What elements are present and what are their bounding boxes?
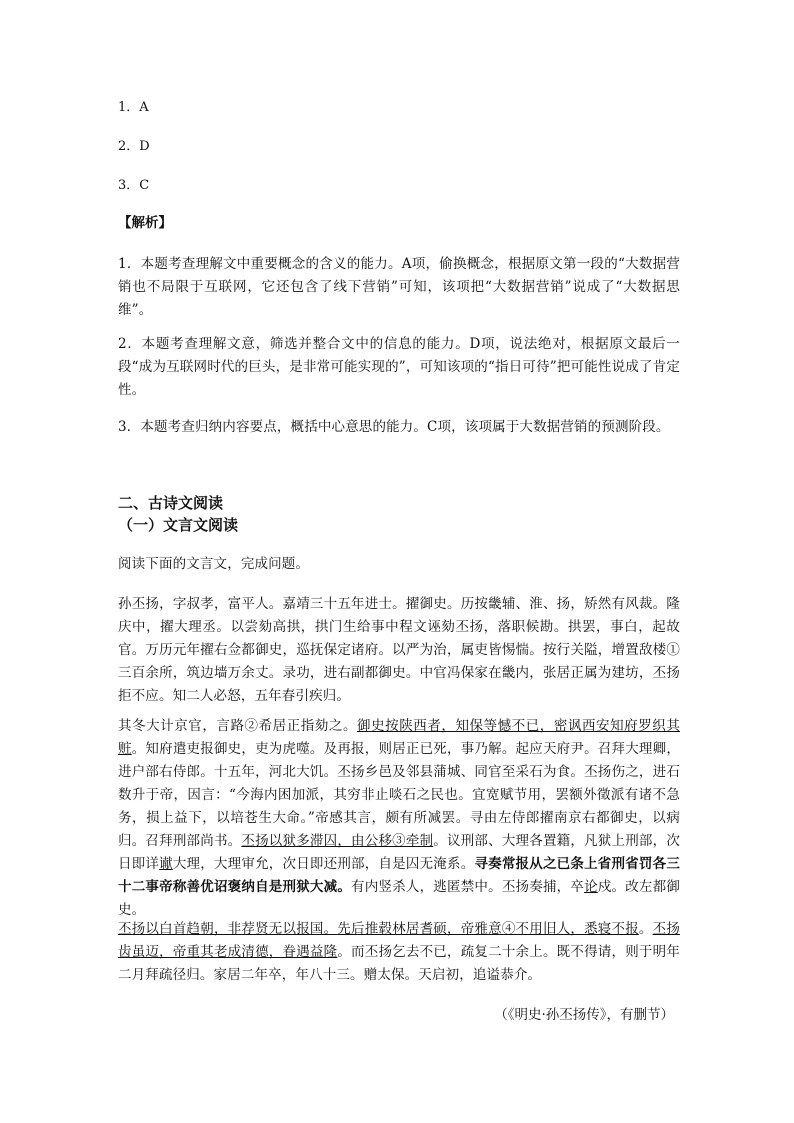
p3-underline-1: 丕扬以白首趋朝，非荐贤无以报国。 [118,921,338,937]
explanation-2: 2．本题考查理解文意，筛选并整合文中的信息的能力。D项，说法绝对，根据原文最后一段“成为互联网时代的巨头，是非常可能实现的”，可知该项的“指日可待”把可能性说成了肯定性。 [118,336,680,398]
p3-underline-2: 先后推毂林居耆硕，帝雅意④不用旧人，悉寝不报 [337,921,639,937]
p2-text-f: 戍。改左都御史。 [118,879,681,918]
p2-text-b: 。知府遣吏报御史，吏为虎噬。及再报，则居正已死，事乃解。起应天府尹。召拜大理卿，进户部右侍郎。十五年，河北大饥。丕扬乡邑及邻县蒲城、同官至采石为食。丕扬伤之，进石数升于帝，因言：“今海内困加派，其穷非止啖石之民也。宜宽赋节用，罢额外徵派有诸不急务，损上益下，以培苍生大命。”帝感其言，颇有所减罢。寻由左侍郎擢南京右都御史，以病归。召拜刑部尚书。 [118,741,681,849]
passage-paragraph-1: 孙丕扬，字叔孝，富平人。嘉靖三十五年进士。擢御史。历按畿辅、淮、扬，矫然有风裁。隆庆中，擢大理丞。以尝劾高拱，拱门生给事中程文诬劾丕扬，落职候勘。拱罢，事白，起故官。万历元年擢右佥都御史，巡抚保定诸府。以严为治，属吏皆惕惴。按行关隘，增置敌楼①三百余所，筑边墙万余丈。录功，进右副都御史。中官冯保家在畿内，张居正属为建坊，丕扬拒不应。知二人必怒，五年春引疾归。 [118,596,680,704]
source-citation: （《明史·孙丕扬传》，有删节） [494,1007,674,1023]
p2-underline-2: 丕扬以狱多滞囚，由公移③牵制 [241,833,434,849]
p2-text-d: 大理，大理审允，次日即还刑部，自是囚无淹系。 [172,856,475,872]
explanation-3: 3．本题考查归纳内容要点，概括中心意思的能力。C项，该项属于大数据营销的预测阶段。 [118,419,670,435]
p2-text-a: 其冬大计京官，言路②希居正指劾之。 [118,718,358,734]
passage-paragraph-3 [118,918,680,987]
analysis-label: 【解析】 [118,215,172,231]
section-title: 二、古诗文阅读 [118,494,224,512]
p3-underline-3: 丕扬齿虽迈，帝重其老成清德，眷遇益隆 [118,921,680,960]
answer-3: 3．C [118,178,150,193]
p2-underline-3: 谳 [159,856,173,872]
p2-text-c: 。议刑部、大理各置籍，凡狱上刑部，次日即详 [118,833,680,872]
section-subtitle: （一）文言文阅读 [118,516,239,534]
instruction-text: 阅读下面的文言文，完成问题。 [118,556,310,572]
answer-2: 2．D [118,139,150,154]
p2-text-e: 有内竖杀人，逃匿禁中。丕扬奏捕，卒 [351,879,585,895]
p2-bold-sentence: 寻奏常报从之已条上省刑省罚各三十二事帝称善优诏褒纳自是刑狱大减。 [118,856,681,895]
p2-underline-4: 论 [584,879,598,895]
p3-text-a: 。 [638,921,653,937]
p2-underline-1: 御史按陕西者，知保等憾不已，密讽西安知府罗织其赃 [118,718,680,757]
passage-paragraph-2 [118,715,680,922]
explanation-1: 1．本题考查理解文中重要概念的含义的能力。A项，偷换概念，根据原文第一段的“大数据营销也不局限于互联网，它还包含了线下营销”可知，该项把“大数据营销”说成了“大数据思维”。 [118,256,680,318]
p3-text-b: 。而丕扬乞去不已，疏复二十余上。既不得请，则于明年二月拜疏径归。家居二年卒，年八十三。赠太保。天启初，追谥恭介。 [118,944,680,983]
answer-1: 1．A [118,100,149,115]
